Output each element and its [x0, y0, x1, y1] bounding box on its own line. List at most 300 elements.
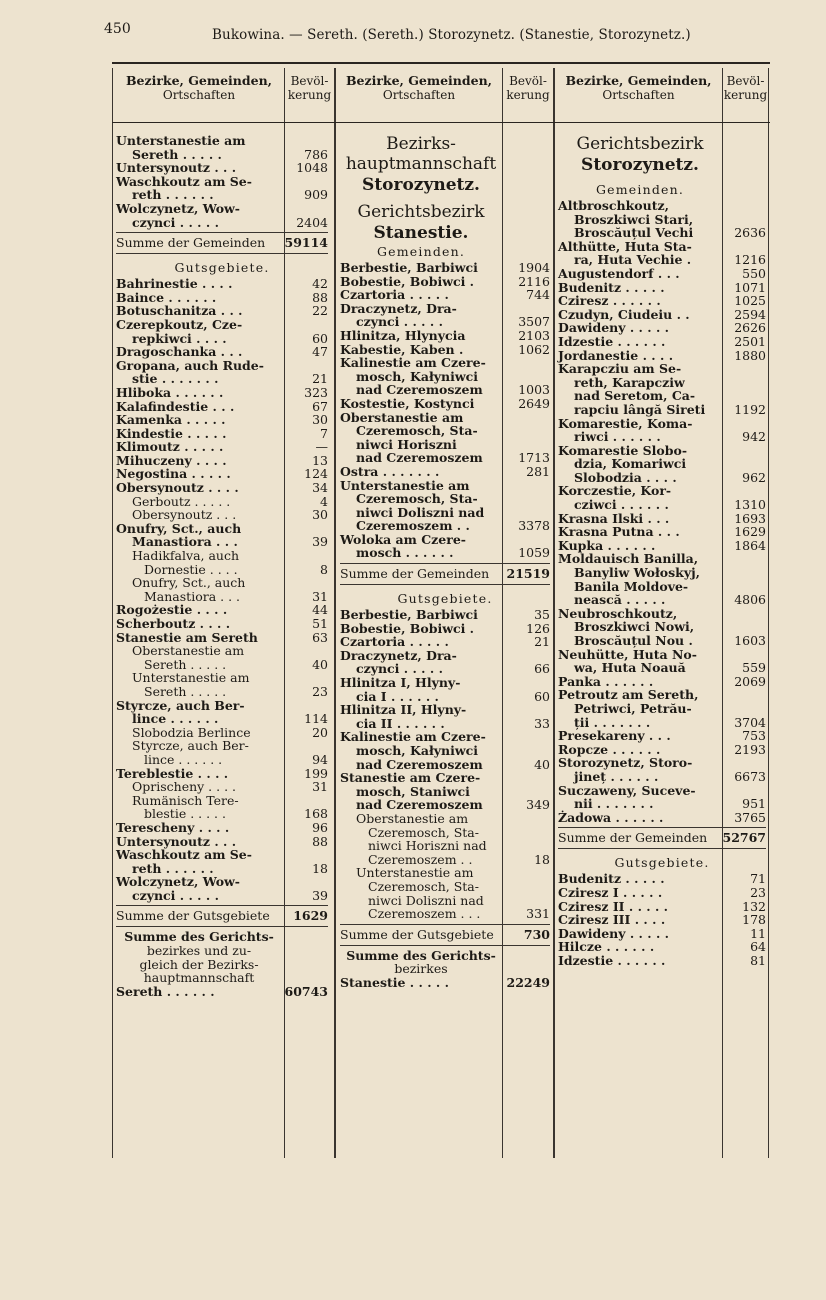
- place-name: lince . . . . . .: [144, 751, 223, 767]
- table-row: [340, 465, 550, 479]
- column-header-names: [114, 74, 284, 102]
- population-value: 51: [312, 616, 328, 631]
- population-value: 1025: [734, 293, 766, 309]
- sum-value: 1629: [293, 908, 328, 924]
- population-value: 3765: [734, 809, 766, 825]
- population-value: 66: [534, 661, 550, 677]
- page-number: 450: [104, 21, 131, 37]
- table-row: [340, 703, 550, 717]
- population-value: 559: [742, 660, 766, 676]
- gutsgebiete-heading: Gutsgebiete.: [614, 855, 710, 871]
- gutsgebiete-list: [558, 872, 766, 967]
- table-row: [340, 261, 550, 275]
- place-name: nad Czeremoszem: [356, 797, 483, 813]
- col-divider: [553, 68, 555, 1158]
- table-row: [340, 302, 550, 316]
- sum-label: Summe der Gutsgebiete: [340, 926, 494, 942]
- table-row: [340, 438, 550, 452]
- table-row: [558, 593, 766, 607]
- summe-line: Summe des Gerichts-: [124, 929, 274, 945]
- header-subtitle: Ortschaften: [602, 88, 675, 102]
- col-divider: [112, 68, 113, 1158]
- population-value: 2501: [734, 333, 766, 349]
- population-value: 951: [742, 796, 766, 812]
- table-row: [558, 444, 766, 458]
- place-name: Sereth . . . . .: [144, 683, 227, 699]
- population-value: [722, 199, 766, 213]
- place-name: Onufry, Sct., auch: [132, 575, 246, 591]
- place-name: Oberstanestie am: [132, 643, 245, 659]
- col-divider: [334, 68, 336, 1158]
- place-name: stie . . . . . . .: [132, 371, 219, 387]
- sum-value: 21519: [506, 566, 550, 582]
- table-row: [558, 566, 766, 580]
- population-value: 753: [742, 728, 766, 744]
- population-value: 42: [312, 276, 328, 292]
- population-value: 2069: [734, 673, 766, 689]
- place-name: Broszkiwci Nowi,: [574, 619, 695, 635]
- place-name: Krasna Ilski . . .: [558, 510, 670, 526]
- place-name: Dawideny . . . . .: [558, 320, 670, 336]
- table-row: [116, 188, 328, 202]
- population-value: [282, 576, 328, 590]
- place-name: Draczynetz, Dra-: [340, 647, 457, 663]
- place-name: Draczynetz, Dra-: [340, 300, 457, 316]
- population-value: [504, 506, 550, 520]
- population-value: 40: [312, 656, 328, 672]
- population-value: —: [315, 439, 328, 455]
- place-name: Hlinitza I, Hlyny-: [340, 675, 461, 691]
- table-row: [116, 644, 328, 658]
- place-name: Presekareny . . .: [558, 728, 671, 744]
- table-row: [558, 484, 766, 498]
- place-name: reth . . . . . .: [132, 187, 214, 203]
- table-row: [116, 454, 328, 468]
- table-row: [558, 294, 766, 308]
- population-value: 21: [534, 634, 550, 650]
- population-value: 3378: [518, 518, 550, 534]
- population-value: [282, 202, 328, 216]
- table-row: [116, 291, 328, 305]
- place-name: niwci Horiszni: [356, 436, 457, 452]
- table-row: [116, 304, 328, 318]
- table-row: [558, 321, 766, 335]
- population-value: [504, 302, 550, 316]
- place-name: nad Seretom, Ca-: [574, 388, 696, 404]
- population-value: 323: [304, 384, 328, 400]
- place-name: Dragoschanka . . .: [116, 344, 243, 360]
- place-name: Rumänisch Tere-: [132, 792, 239, 808]
- population-value: 39: [312, 887, 328, 903]
- table-row: [558, 199, 766, 213]
- table-row: [558, 913, 766, 927]
- population-value: 8: [320, 561, 328, 577]
- table-row: [558, 743, 766, 757]
- population-value: [282, 739, 328, 753]
- population-value: [722, 688, 766, 702]
- place-name: riwci . . . . . .: [574, 429, 661, 445]
- place-name: Czeremosch, Sta-: [356, 491, 478, 507]
- table-row: [558, 471, 766, 485]
- population-value: 1192: [734, 401, 766, 417]
- place-name: Kupka . . . . . .: [558, 537, 656, 553]
- population-value: [504, 370, 550, 384]
- place-name: Banyliw Wołoskyj,: [574, 565, 700, 581]
- place-name: Botuschanitza . . .: [116, 303, 243, 319]
- table-row: [340, 397, 550, 411]
- header-pop-a: Bevöl-: [290, 74, 329, 88]
- table-row: [116, 508, 328, 522]
- place-name: cia II . . . . . .: [356, 715, 445, 731]
- place-name: Komarestie, Koma-: [558, 415, 693, 431]
- table-row: [558, 267, 766, 281]
- place-name: nad Czeremoszem: [356, 382, 483, 398]
- table-row: [340, 866, 550, 880]
- place-name: Scherboutz . . . .: [116, 616, 231, 631]
- population-value: 13: [312, 452, 328, 468]
- table-row: [116, 753, 328, 767]
- table-row: [340, 608, 550, 622]
- header-title: Bezirke, Gemeinden,: [345, 73, 493, 88]
- place-name: Budenitz . . . . .: [558, 871, 665, 887]
- place-name: Kostestie, Kostynci: [340, 395, 475, 411]
- column-2: [340, 134, 550, 990]
- population-value: 1693: [734, 510, 766, 526]
- place-name: Czerepkoutz, Cze-: [116, 316, 243, 332]
- table-row: [340, 649, 550, 663]
- table-row: [558, 688, 766, 702]
- place-name: Rogożestie . . . .: [116, 602, 228, 618]
- table-row: [116, 481, 328, 495]
- table-row: [558, 498, 766, 512]
- place-name: Kalinestie am Czere-: [340, 729, 486, 745]
- summe-block: [116, 930, 282, 984]
- table-row: [116, 576, 328, 590]
- place-name: Żadowa . . . . . .: [558, 809, 664, 825]
- place-name: Waschkoutz am Se-: [116, 173, 252, 189]
- table-row: [558, 607, 766, 621]
- population-value: 23: [312, 683, 328, 699]
- population-value: 31: [312, 779, 328, 795]
- table-row: [558, 729, 766, 743]
- table-row: [558, 457, 766, 471]
- place-name: Budenitz . . . . .: [558, 279, 665, 295]
- population-value: 18: [312, 860, 328, 876]
- sum-rule: [116, 232, 328, 233]
- summe-final-label: Sereth . . . . . .: [116, 983, 215, 999]
- population-value: [504, 492, 550, 506]
- population-value: 2594: [734, 306, 766, 322]
- table-row: [558, 886, 766, 900]
- place-name: jineț . . . . . .: [574, 768, 659, 784]
- population-value: [282, 134, 328, 148]
- sum-rule: [340, 563, 550, 564]
- header-pop-a: Bevöl-: [726, 74, 765, 88]
- table-row: [340, 839, 550, 853]
- table-row: [340, 826, 550, 840]
- table-row: [340, 635, 550, 649]
- place-name: Czeremoszem . .: [368, 851, 473, 867]
- table-row: [558, 376, 766, 390]
- place-name: dzia, Komariwci: [574, 456, 687, 472]
- gemeinden-heading: Gemeinden.: [376, 244, 466, 259]
- place-name: Ropcze . . . . . .: [558, 741, 661, 757]
- population-value: 199: [304, 765, 328, 781]
- population-value: [722, 444, 766, 458]
- table-row: [340, 662, 550, 676]
- place-name: niwci Doliszni nad: [356, 504, 485, 520]
- table-row: [116, 807, 328, 821]
- table-row: [340, 519, 550, 533]
- place-name: Sereth . . . . .: [132, 146, 222, 162]
- sum-label: Summe der Gemeinden: [340, 566, 490, 582]
- population-value: 4806: [734, 592, 766, 608]
- place-name: Baince . . . . . .: [116, 289, 217, 305]
- table-row: [116, 134, 328, 148]
- population-value: [282, 644, 328, 658]
- place-name: Czudyn, Ciudeiu . .: [558, 306, 690, 322]
- population-value: [504, 533, 550, 547]
- table-row: [116, 332, 328, 346]
- table-row: [558, 811, 766, 825]
- population-value: 7: [320, 425, 328, 441]
- gutsgebiete-list: [340, 608, 550, 921]
- table-row: [558, 335, 766, 349]
- table-row: [558, 253, 766, 267]
- table-row: [340, 771, 550, 785]
- sum-gemeinden-row: [116, 236, 328, 250]
- place-name: Broszkiwci Stari,: [574, 211, 694, 227]
- table-row: [558, 389, 766, 403]
- summe-final-value: 22249: [506, 974, 550, 990]
- gemeinden-list: [558, 199, 766, 824]
- table-row: [116, 161, 328, 175]
- place-name: Manastiora . . .: [132, 534, 238, 550]
- population-value: 63: [312, 629, 328, 645]
- summe-line: hauptmannschaft: [143, 970, 255, 986]
- population-value: 34: [312, 480, 328, 496]
- place-name: Broscăuțul Nou .: [574, 633, 693, 648]
- population-value: [504, 411, 550, 425]
- place-name: Oberstanestie am: [340, 409, 464, 425]
- place-name: Sereth . . . . .: [144, 656, 227, 672]
- place-name: Neubroschkoutz,: [558, 605, 678, 621]
- population-value: [504, 356, 550, 370]
- place-name: Styrcze, auch Ber-: [132, 738, 249, 754]
- population-value: [504, 676, 550, 690]
- population-value: 1062: [518, 341, 550, 357]
- place-name: Woloka am Czere-: [340, 531, 466, 547]
- gutsgebiete-list: [116, 277, 328, 902]
- table-row: [340, 880, 550, 894]
- header-subtitle: Ortschaften: [162, 88, 236, 102]
- place-name: blestie . . . . .: [144, 806, 226, 822]
- population-value: 1880: [734, 347, 766, 363]
- population-value: 44: [312, 602, 328, 618]
- table-row: [340, 370, 550, 384]
- table-top-rule: [112, 62, 770, 64]
- place-name: Unterstanestie am: [340, 477, 470, 493]
- population-value: 30: [312, 507, 328, 523]
- sum-rule: [116, 926, 328, 927]
- population-value: [504, 866, 550, 880]
- population-value: [504, 771, 550, 785]
- table-row: [340, 506, 550, 520]
- population-table: [102, 62, 770, 1158]
- summe-final-row: [116, 985, 328, 999]
- gutsgebiete-heading: Gutsgebiete.: [174, 260, 270, 276]
- population-value: 1603: [734, 633, 766, 648]
- summe-final-value: 60743: [284, 983, 328, 999]
- place-name: nească . . . . .: [574, 592, 666, 608]
- header-title: Bezirke, Gemeinden,: [565, 73, 712, 88]
- table-row: [116, 767, 328, 781]
- place-name: Bahrinestie . . . .: [116, 276, 233, 292]
- population-value: [282, 359, 328, 373]
- population-value: [282, 671, 328, 685]
- sum-rule: [340, 945, 550, 946]
- population-value: [722, 213, 766, 227]
- place-name: czynci . . . . .: [356, 661, 443, 677]
- table-row: [340, 479, 550, 493]
- population-value: 1904: [518, 260, 550, 275]
- place-name: lince . . . . . .: [132, 711, 219, 727]
- table-row: [116, 739, 328, 753]
- sum-guts-row: [116, 909, 328, 923]
- population-value: 331: [526, 906, 550, 922]
- gutsgebiete-heading: Gutsgebiete.: [397, 591, 493, 607]
- summe-line: gleich der Bezirks-: [139, 956, 259, 972]
- population-value: 349: [526, 797, 550, 813]
- population-value: [504, 744, 550, 758]
- table-row: [558, 403, 766, 417]
- place-name: Slobodzia Berlince: [132, 724, 251, 740]
- table-row: [116, 726, 328, 740]
- population-value: 6673: [734, 768, 766, 784]
- table-row: [558, 226, 766, 240]
- sum-rule: [340, 924, 550, 925]
- table-row: [558, 430, 766, 444]
- table-row: [558, 580, 766, 594]
- column-header-population: [503, 74, 553, 102]
- place-name: Czeremosch, Sta-: [368, 824, 479, 840]
- table-row: [558, 648, 766, 662]
- table-row: [116, 148, 328, 162]
- population-value: 1059: [518, 545, 550, 561]
- place-name: Dornestie . . . .: [144, 561, 238, 577]
- table-row: [340, 717, 550, 731]
- sum-gemeinden-row: [558, 831, 766, 845]
- header-pop-b: kerung: [287, 88, 332, 102]
- table-row: [116, 862, 328, 876]
- population-value: [282, 875, 328, 889]
- place-name: Berbestie, Barbiwci: [340, 607, 478, 623]
- place-name: Broscăuțul Vechi: [574, 225, 694, 241]
- sum-rule: [340, 584, 550, 585]
- population-value: 31: [312, 588, 328, 604]
- table-row: [340, 343, 550, 357]
- population-value: 88: [312, 833, 328, 849]
- place-name: Neuhütte, Huta No-: [558, 646, 697, 662]
- table-row: [116, 631, 328, 645]
- population-value: [722, 607, 766, 621]
- gemeinden-list: [340, 261, 550, 560]
- population-value: [282, 848, 328, 862]
- place-name: Unterstanestie am: [116, 133, 246, 148]
- table-row: [116, 712, 328, 726]
- population-value: [504, 649, 550, 663]
- table-row: [116, 794, 328, 808]
- running-head: Bukowina. — Sereth. (Sereth.) Storozynetz. (Stanestie, Storozynetz.): [212, 27, 691, 43]
- population-value: 71: [750, 871, 766, 887]
- table-row: [558, 927, 766, 941]
- population-value: [722, 620, 766, 634]
- table-row: [340, 785, 550, 799]
- population-value: 786: [304, 146, 328, 162]
- table-row: [340, 288, 550, 302]
- place-name: niwci Horiszni nad: [368, 838, 487, 854]
- sum-rule: [558, 848, 766, 849]
- place-name: Klimoutz . . . . .: [116, 439, 224, 455]
- place-name: Hadikfalva, auch: [132, 548, 240, 564]
- population-value: 114: [304, 711, 328, 727]
- population-value: 35: [534, 607, 550, 623]
- table-row: [116, 427, 328, 441]
- place-name: Komarestie Slobo-: [558, 442, 688, 458]
- table-row: [340, 812, 550, 826]
- summe-final-label: Stanestie . . . . .: [340, 974, 449, 990]
- place-name: Czartoria . . . . .: [340, 287, 449, 303]
- place-name: Kamenka . . . . .: [116, 412, 226, 428]
- table-row: [340, 451, 550, 465]
- place-name: Terescheny . . . .: [116, 819, 230, 835]
- table-row: [116, 386, 328, 400]
- population-value: 11: [750, 925, 766, 941]
- gemeinden-heading: Gemeinden.: [595, 182, 685, 197]
- column-header-population: [723, 74, 768, 102]
- place-name: Hlinitza, Hlynycia: [340, 327, 466, 343]
- place-name: Idzestie . . . . . .: [558, 952, 666, 968]
- summe-line: bezirkes und zu-: [146, 943, 252, 959]
- table-row: [558, 525, 766, 539]
- table-row: [558, 417, 766, 431]
- place-name: Jordanestie . . . .: [558, 347, 674, 363]
- gerichtsbezirk-name: Stanestie.: [373, 223, 469, 243]
- place-name: cziwci . . . . . .: [574, 497, 669, 513]
- table-row: [116, 848, 328, 862]
- population-value: [504, 479, 550, 493]
- place-name: Ostra . . . . . . .: [340, 463, 440, 479]
- table-row: [340, 894, 550, 908]
- table-row: [116, 535, 328, 549]
- population-value: [504, 785, 550, 799]
- table-row: [558, 797, 766, 811]
- place-name: Kalinestie am Czere-: [340, 355, 486, 371]
- table-row: [340, 758, 550, 772]
- population-value: 39: [312, 534, 328, 550]
- table-row: [116, 590, 328, 604]
- table-row: [340, 383, 550, 397]
- place-name: Oprischeny . . . .: [132, 779, 236, 795]
- population-value: [722, 784, 766, 798]
- population-value: 281: [526, 463, 550, 479]
- table-row: [340, 424, 550, 438]
- place-name: Gerboutz . . . . .: [132, 493, 231, 509]
- population-value: 94: [312, 751, 328, 767]
- place-name: Bobestie, Bobiwci .: [340, 273, 475, 289]
- population-value: 81: [750, 952, 766, 968]
- table-row: [116, 875, 328, 889]
